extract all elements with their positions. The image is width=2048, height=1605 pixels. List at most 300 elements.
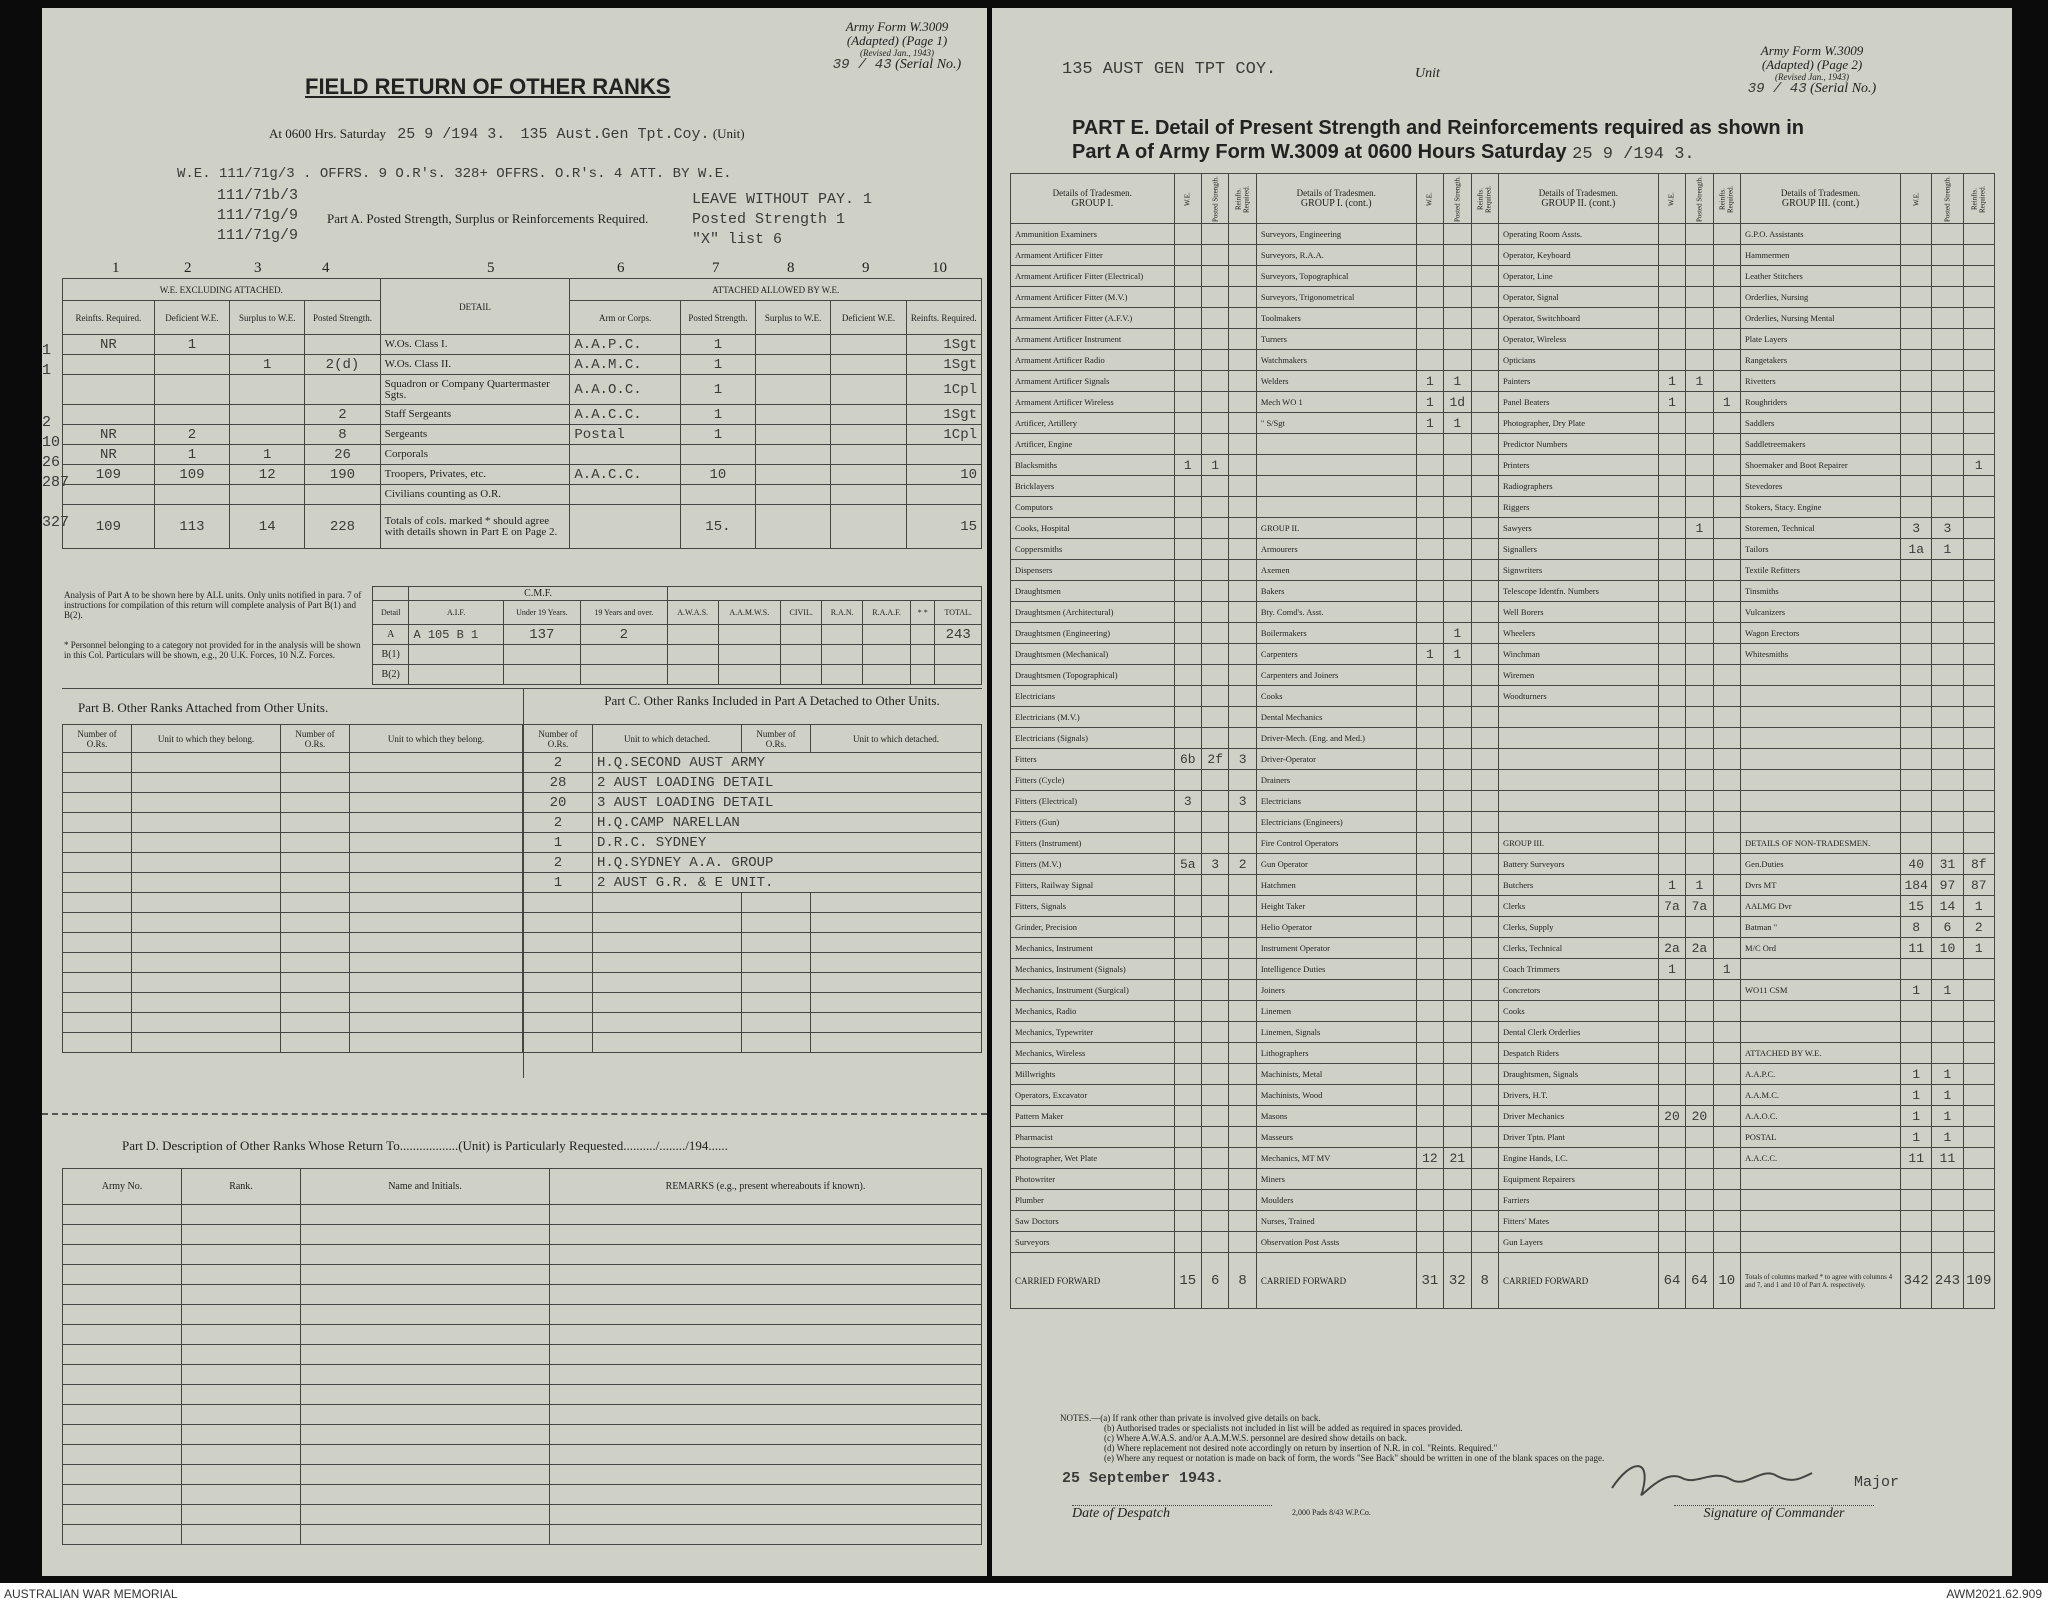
table-row	[1011, 749, 1995, 770]
table-cell: NR	[63, 445, 155, 465]
table-cell: 1	[680, 405, 755, 425]
table-cell	[831, 355, 906, 375]
table-cell: WO11 CSM	[1741, 980, 1901, 1001]
table-cell: Blacksmiths	[1011, 455, 1175, 476]
table-cell	[132, 933, 281, 953]
table-cell	[1658, 623, 1685, 644]
table-cell	[1932, 686, 1963, 707]
table-cell: Pharmacist	[1011, 1127, 1175, 1148]
table-row	[63, 485, 982, 505]
table-cell: Miners	[1256, 1169, 1416, 1190]
table-cell: 1	[1713, 959, 1740, 980]
table-cell: Draughtsmen (Topographical)	[1011, 665, 1175, 686]
table-cell	[1713, 1127, 1740, 1148]
table-cell	[1229, 1190, 1256, 1211]
table-row	[63, 1345, 982, 1365]
table-cell	[1174, 392, 1201, 413]
table-cell	[581, 645, 668, 665]
table-cell: 1	[1901, 1127, 1932, 1148]
table-cell: Plate Layers	[1741, 329, 1901, 350]
table-cell	[1174, 1127, 1201, 1148]
table-cell	[1471, 623, 1498, 644]
table-cell	[63, 485, 155, 505]
table-cell: Vulcanizers	[1741, 602, 1901, 623]
table-cell	[1932, 434, 1963, 455]
form-ref-line2: (Adapted) (Page 2)	[1761, 57, 1863, 72]
analysis-note2: * Personnel belonging to a category not provided for in the analysis will be shown in this Col. Particulars will be shown, e.g., 20 U.K. Forces, 10 N.Z. Forces.	[64, 640, 361, 660]
table-cell	[1229, 686, 1256, 707]
table-cell	[756, 465, 831, 485]
table-cell	[1713, 224, 1740, 245]
table-cell	[1229, 896, 1256, 917]
table-cell: 64	[1686, 1253, 1713, 1309]
table-cell	[1901, 749, 1932, 770]
table-cell	[1229, 308, 1256, 329]
unit-typed: 135 Aust.Gen Tpt.Coy.	[520, 126, 710, 143]
table-cell: 109	[154, 465, 229, 485]
table-cell	[1713, 434, 1740, 455]
table-cell	[1713, 938, 1740, 959]
table-cell	[1901, 812, 1932, 833]
table-cell	[1229, 434, 1256, 455]
table-cell	[301, 1405, 550, 1425]
table-cell	[1932, 413, 1963, 434]
table-cell: 1	[1658, 959, 1685, 980]
table-cell	[1658, 308, 1685, 329]
table-cell	[1202, 1211, 1229, 1232]
table-cell	[1202, 1169, 1229, 1190]
table-cell: 1	[1901, 980, 1932, 1001]
col-num: 1	[112, 260, 120, 276]
table-cell: Cooks, Hospital	[1011, 518, 1175, 539]
table-cell	[63, 913, 132, 933]
table-cell	[1658, 812, 1685, 833]
we-value: 26	[42, 454, 61, 471]
table-cell	[1416, 581, 1443, 602]
table-cell: Draughtsmen (Architectural)	[1011, 602, 1175, 623]
unit-label-right: Unit	[1415, 66, 1440, 81]
table-cell	[230, 425, 305, 445]
table-cell: 1	[230, 355, 305, 375]
table-cell	[1174, 917, 1201, 938]
table-cell: 1Cpl	[906, 425, 981, 445]
table-cell: Driver Mechanics	[1498, 1106, 1658, 1127]
table-cell: 1	[1686, 371, 1713, 392]
table-cell	[1416, 518, 1443, 539]
table-cell	[1202, 224, 1229, 245]
table-cell: Fire Control Operators	[1256, 833, 1416, 854]
table-cell	[1416, 854, 1443, 875]
table-cell	[1174, 266, 1201, 287]
table-cell: 26	[305, 445, 380, 465]
table-cell	[1932, 1211, 1963, 1232]
table-cell	[182, 1445, 301, 1465]
table-cell	[1901, 623, 1932, 644]
table-row	[1011, 623, 1995, 644]
table-cell	[1901, 287, 1932, 308]
col-num: 9	[862, 260, 870, 276]
table-cell	[1713, 770, 1740, 791]
table-cell	[1444, 1127, 1471, 1148]
table-cell	[182, 1405, 301, 1425]
table-cell	[1932, 665, 1963, 686]
col-head: Unit to which they belong.	[350, 725, 523, 753]
table-cell	[154, 375, 229, 405]
table-cell	[1229, 1127, 1256, 1148]
table-cell	[1174, 1190, 1201, 1211]
table-cell	[1416, 1022, 1443, 1043]
table-cell	[1658, 518, 1685, 539]
table-cell	[1686, 329, 1713, 350]
table-cell: Draughtsmen (Mechanical)	[1011, 644, 1175, 665]
table-cell: A.A.C.C.	[570, 465, 680, 485]
table-row	[1011, 707, 1995, 728]
table-cell	[1713, 833, 1740, 854]
table-cell	[1229, 833, 1256, 854]
table-cell	[1686, 1232, 1713, 1253]
table-row	[63, 833, 523, 853]
table-cell	[1202, 434, 1229, 455]
table-cell	[1471, 581, 1498, 602]
table-cell: Mechanics, Instrument (Surgical)	[1011, 980, 1175, 1001]
table-cell	[1416, 980, 1443, 1001]
table-cell	[524, 973, 593, 993]
table-cell	[1963, 539, 1994, 560]
table-cell	[1901, 476, 1932, 497]
table-cell	[1932, 350, 1963, 371]
table-row	[63, 793, 523, 813]
table-row	[1011, 308, 1995, 329]
table-cell: Dvrs MT	[1741, 875, 1901, 896]
table-cell	[1686, 287, 1713, 308]
table-cell	[1901, 1211, 1932, 1232]
table-cell	[1963, 959, 1994, 980]
table-cell	[1229, 917, 1256, 938]
table-row	[524, 813, 982, 833]
table-cell	[301, 1205, 550, 1225]
note: NOTES.—(a) If rank other than private is involved give details on back.	[1060, 1413, 1321, 1423]
table-cell	[1963, 686, 1994, 707]
table-row	[524, 893, 982, 913]
table-cell	[1963, 245, 1994, 266]
table-cell: Pattern Maker	[1011, 1106, 1175, 1127]
table-cell	[1901, 224, 1932, 245]
table-cell	[718, 665, 780, 685]
table-cell: Sawyers	[1498, 518, 1658, 539]
table-cell	[1713, 1001, 1740, 1022]
table-cell	[1498, 728, 1658, 749]
table-cell: Photowriter	[1011, 1169, 1175, 1190]
num-head: W.E.	[1901, 174, 1932, 224]
table-cell	[1444, 1085, 1471, 1106]
table-cell	[1229, 770, 1256, 791]
table-cell	[1963, 770, 1994, 791]
table-cell	[1901, 434, 1932, 455]
we-value: 287	[42, 474, 70, 491]
table-row	[1011, 959, 1995, 980]
table-cell	[1741, 812, 1901, 833]
table-cell	[1444, 896, 1471, 917]
table-cell: Gen.Duties	[1741, 854, 1901, 875]
table-cell: Predictor Numbers	[1498, 434, 1658, 455]
table-cell	[1229, 1022, 1256, 1043]
table-row	[524, 953, 982, 973]
leave-lines	[692, 190, 872, 250]
table-row	[1011, 896, 1995, 917]
table-cell: Concretors	[1498, 980, 1658, 1001]
table-cell	[1444, 266, 1471, 287]
leave-line-1: LEAVE WITHOUT PAY. 1	[692, 191, 873, 208]
table-cell	[301, 1465, 550, 1485]
table-row	[1011, 686, 1995, 707]
table-cell	[550, 1465, 982, 1485]
table-cell	[1741, 1232, 1901, 1253]
table-row	[63, 773, 523, 793]
table-cell: H.Q.SYDNEY A.A. GROUP	[593, 853, 982, 873]
table-cell	[132, 853, 281, 873]
table-cell	[1963, 707, 1994, 728]
table-row	[1011, 1211, 1995, 1232]
table-cell	[1658, 329, 1685, 350]
table-cell: 2	[524, 813, 593, 833]
table-cell	[863, 625, 911, 645]
table-cell	[1444, 497, 1471, 518]
table-cell	[154, 355, 229, 375]
table-cell	[1658, 497, 1685, 518]
table-cell	[1416, 791, 1443, 812]
table-cell	[1229, 707, 1256, 728]
table-cell	[1713, 707, 1740, 728]
table-cell	[1256, 476, 1416, 497]
table-cell	[132, 1013, 281, 1033]
table-cell	[1471, 1064, 1498, 1085]
col-head: Unit to which detached.	[811, 725, 982, 753]
table-cell	[1963, 623, 1994, 644]
table-row	[63, 953, 523, 973]
group-head	[1498, 174, 1658, 224]
table-cell: 6	[1202, 1253, 1229, 1309]
table-cell	[1741, 770, 1901, 791]
table-cell	[1658, 980, 1685, 1001]
table-cell: 109	[1963, 1253, 1994, 1309]
at-line	[269, 126, 745, 143]
table-cell	[1713, 644, 1740, 665]
table-cell: 40	[1901, 854, 1932, 875]
table-cell	[1444, 1169, 1471, 1190]
table-cell	[1444, 707, 1471, 728]
table-row	[63, 405, 982, 425]
table-cell	[1416, 266, 1443, 287]
table-cell	[1444, 917, 1471, 938]
col-head: Number of O.Rs.	[281, 725, 350, 753]
table-cell	[1901, 266, 1932, 287]
table-cell: Batman "	[1741, 917, 1901, 938]
table-cell: Toolmakers	[1256, 308, 1416, 329]
table-cell: A.A.O.C.	[1741, 1106, 1901, 1127]
table-cell: Drivers, H.T.	[1498, 1085, 1658, 1106]
table-cell: Textile Refitters	[1741, 560, 1901, 581]
table-cell	[1963, 1127, 1994, 1148]
table-cell	[550, 1225, 982, 1245]
table-cell	[1202, 602, 1229, 623]
table-cell	[1174, 980, 1201, 1001]
table-cell	[550, 1445, 982, 1465]
table-row	[1011, 728, 1995, 749]
table-cell	[1229, 812, 1256, 833]
table-cell	[1932, 1043, 1963, 1064]
table-cell: 31	[1932, 854, 1963, 875]
table-cell	[301, 1245, 550, 1265]
table-cell	[581, 665, 668, 685]
table-cell	[63, 1345, 182, 1365]
table-cell	[63, 1033, 132, 1053]
table-cell	[1963, 602, 1994, 623]
table-cell	[1713, 665, 1740, 686]
table-cell	[63, 833, 132, 853]
table-cell	[63, 1465, 182, 1485]
table-cell	[1416, 308, 1443, 329]
table-cell: Coach Trimmers	[1498, 959, 1658, 980]
table-cell: Electricians (Signals)	[1011, 728, 1175, 749]
table-cell: Coppersmiths	[1011, 539, 1175, 560]
table-cell	[1444, 329, 1471, 350]
num-head: Reinfts. Required.	[1229, 174, 1256, 224]
col-head: Army No.	[63, 1169, 182, 1205]
table-cell	[1686, 1127, 1713, 1148]
table-cell: Stokers, Stacy. Engine	[1741, 497, 1901, 518]
table-cell	[1229, 581, 1256, 602]
table-cell	[1901, 497, 1932, 518]
table-cell	[1229, 539, 1256, 560]
table-row	[1011, 581, 1995, 602]
table-cell	[1174, 665, 1201, 686]
table-cell: R.A.A.F.	[863, 601, 911, 625]
table-row	[524, 1033, 982, 1053]
table-cell	[1229, 728, 1256, 749]
table-cell: 3	[1901, 518, 1932, 539]
table-cell: Moulders	[1256, 1190, 1416, 1211]
table-cell: 1	[1658, 875, 1685, 896]
table-cell: Squadron or Company Quartermaster Sgts.	[380, 375, 570, 405]
table-cell	[1901, 959, 1932, 980]
table-cell: Fitters, Railway Signal	[1011, 875, 1175, 896]
table-row	[63, 465, 982, 485]
table-cell	[742, 893, 811, 913]
table-row	[524, 833, 982, 853]
table-cell: Postal	[570, 425, 680, 445]
table-cell: Saw Doctors	[1011, 1211, 1175, 1232]
table-cell	[132, 1033, 281, 1053]
table-cell	[1444, 938, 1471, 959]
table-cell	[1174, 1022, 1201, 1043]
table-cell	[1229, 413, 1256, 434]
table-cell	[63, 853, 132, 873]
table-cell: Fitters (Cycle)	[1011, 770, 1175, 791]
table-cell	[281, 773, 350, 793]
table-cell: 15	[1901, 896, 1932, 917]
table-cell: 15.	[680, 505, 755, 549]
table-cell: Gun Operator	[1256, 854, 1416, 875]
table-cell	[1444, 224, 1471, 245]
table-cell	[1686, 560, 1713, 581]
table-cell: Storemen, Technical	[1741, 518, 1901, 539]
table-cell: 11	[1901, 1148, 1932, 1169]
table-cell	[1932, 602, 1963, 623]
table-cell	[1686, 1043, 1713, 1064]
table-cell	[1229, 959, 1256, 980]
table-cell	[1932, 812, 1963, 833]
table-cell	[1471, 812, 1498, 833]
table-cell	[1471, 749, 1498, 770]
table-cell	[680, 485, 755, 505]
table-cell: 1	[1901, 1106, 1932, 1127]
table-cell	[1713, 896, 1740, 917]
table-cell: Armament Artificer Wireless	[1011, 392, 1175, 413]
table-cell	[811, 953, 982, 973]
table-row	[1011, 812, 1995, 833]
col-head: Unit to which detached.	[593, 725, 742, 753]
table-cell	[409, 645, 503, 665]
table-cell	[1202, 707, 1229, 728]
serial-number: 39 / 43	[832, 57, 892, 73]
table-cell	[1229, 623, 1256, 644]
table-cell: 1	[1686, 875, 1713, 896]
table-cell: 6b	[1174, 749, 1201, 770]
table-cell	[1471, 1001, 1498, 1022]
table-cell	[1444, 245, 1471, 266]
table-cell	[1174, 245, 1201, 266]
col-num: 2	[184, 260, 192, 276]
table-cell	[1444, 1232, 1471, 1253]
table-cell	[182, 1525, 301, 1545]
table-cell: Nurses, Trained	[1256, 1211, 1416, 1232]
table-cell: Equipment Repairers	[1498, 1169, 1658, 1190]
table-cell	[1444, 980, 1471, 1001]
table-cell	[1713, 287, 1740, 308]
table-cell: Fitters' Mates	[1498, 1211, 1658, 1232]
table-cell: A.A.M.C.	[1741, 1085, 1901, 1106]
table-cell	[1256, 434, 1416, 455]
table-cell: Mech WO 1	[1256, 392, 1416, 413]
table-cell	[1713, 266, 1740, 287]
table-cell: 109	[63, 505, 155, 549]
table-row	[63, 813, 523, 833]
table-cell	[1932, 224, 1963, 245]
table-cell: 19 Years and over.	[581, 601, 668, 625]
table-cell	[1256, 455, 1416, 476]
part-b-table	[62, 724, 523, 1053]
table-cell	[1713, 686, 1740, 707]
table-cell	[1686, 854, 1713, 875]
table-cell	[63, 375, 155, 405]
num-head: Reinfts. Required.	[1713, 174, 1740, 224]
table-cell	[63, 1505, 182, 1525]
table-cell	[1174, 476, 1201, 497]
table-cell	[1202, 1085, 1229, 1106]
table-cell	[63, 993, 132, 1013]
table-cell	[1686, 1085, 1713, 1106]
table-cell: Height Taker	[1256, 896, 1416, 917]
table-cell	[1174, 623, 1201, 644]
table-cell	[182, 1285, 301, 1305]
num-head: W.E.	[1174, 174, 1201, 224]
table-cell	[811, 993, 982, 1013]
table-cell	[301, 1305, 550, 1325]
table-cell: Totals of cols. marked * should agree with details shown in Part E on Page 2.	[380, 505, 570, 549]
table-cell	[1713, 1190, 1740, 1211]
table-cell: 2	[524, 753, 593, 773]
table-cell	[1901, 371, 1932, 392]
